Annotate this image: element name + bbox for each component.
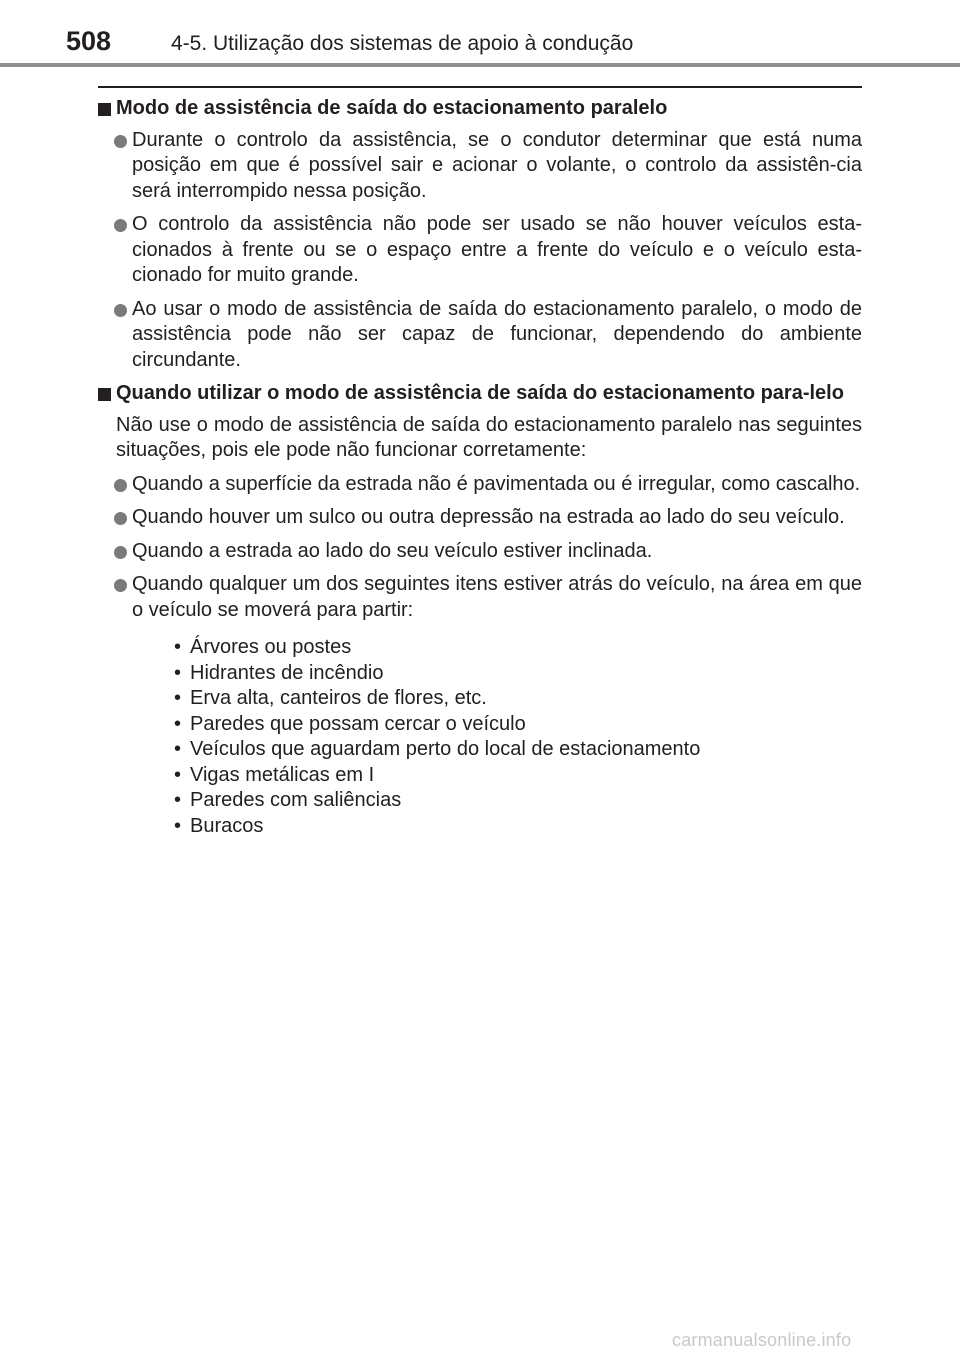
list-item-text: Durante o controlo da assistência, se o condutor determinar que está numa posição em que é possível sair e acionar o volante, o controlo da assistên-cia será interrompido nessa posição. [132,128,862,202]
list-item-text: Quando qualquer um dos seguintes itens estiver atrás do veículo, na área em que o veículo se moverá para partir: [132,573,862,621]
round-bullet-icon [114,479,127,492]
list-item [98,539,862,565]
list-item-text: Ao usar o modo de assistência de saída do estacionamento paralelo, o modo de assistência pode não ser capaz de funcionar, dependendo do ambiente circundante. [132,297,862,371]
sub-list-item: • Veículos que aguardam perto do local de estacionamento [174,737,862,763]
section-heading-usage [98,381,862,407]
section-heading-parallel-exit [98,96,862,122]
header-rule [0,63,960,67]
heading-text: Modo de assistência de saída do estacionamento paralelo [116,97,668,119]
list-item-text: Quando a estrada ao lado do seu veículo estiver inclinada. [132,539,653,562]
sub-list-item: • Paredes que possam cercar o veículo [174,712,862,738]
obstacle-list [132,635,862,839]
round-bullet-icon [114,135,127,148]
list-item [98,212,862,289]
sub-list-item: • Paredes com saliências [174,788,862,814]
list-item-text: Quando a superfície da estrada não é pavimentada ou é irregular, como cascalho. [132,472,861,495]
round-bullet-icon [114,219,127,232]
sub-list-item: • Árvores ou postes [174,635,862,661]
intro-paragraph: Não use o modo de assistência de saída do estacionamento paralelo nas seguintes situações, pois ele pode não funcionar corretamente: [116,413,862,461]
round-bullet-icon [114,579,127,592]
sub-list-item: • Vigas metálicas em I [174,763,862,789]
round-bullet-icon [114,512,127,525]
round-bullet-icon [114,304,127,317]
sub-list-item: • Erva alta, canteiros de flores, etc. [174,686,862,712]
heading-text: Quando utilizar o modo de assistência de saída do estacionamento para-lelo [116,382,844,404]
list-item [98,297,862,374]
page-number: 508 [66,26,112,56]
list-item [98,472,862,498]
list-item [98,572,862,839]
sub-list-item: • Buracos [174,814,862,840]
square-bullet-icon [98,388,111,401]
chapter-title: 4-5. Utilização dos sistemas de apoio à condução [171,32,634,55]
square-bullet-icon [98,103,111,116]
round-bullet-icon [114,546,127,559]
section-rule [98,86,862,88]
watermark: carmanualsonline.info [672,1330,852,1350]
sub-list-item: • Hidrantes de incêndio [174,661,862,687]
list-item-text: Quando houver um sulco ou outra depressão na estrada ao lado do seu veículo. [132,506,845,528]
list-item [98,128,862,205]
list-item [98,505,862,531]
page-content [98,96,862,847]
list-item-text: O controlo da assistência não pode ser usado se não houver veículos esta-cionados à frente ou se o espaço entre a frente do veículo e o veículo esta-cionado for muito grande. [132,213,862,286]
